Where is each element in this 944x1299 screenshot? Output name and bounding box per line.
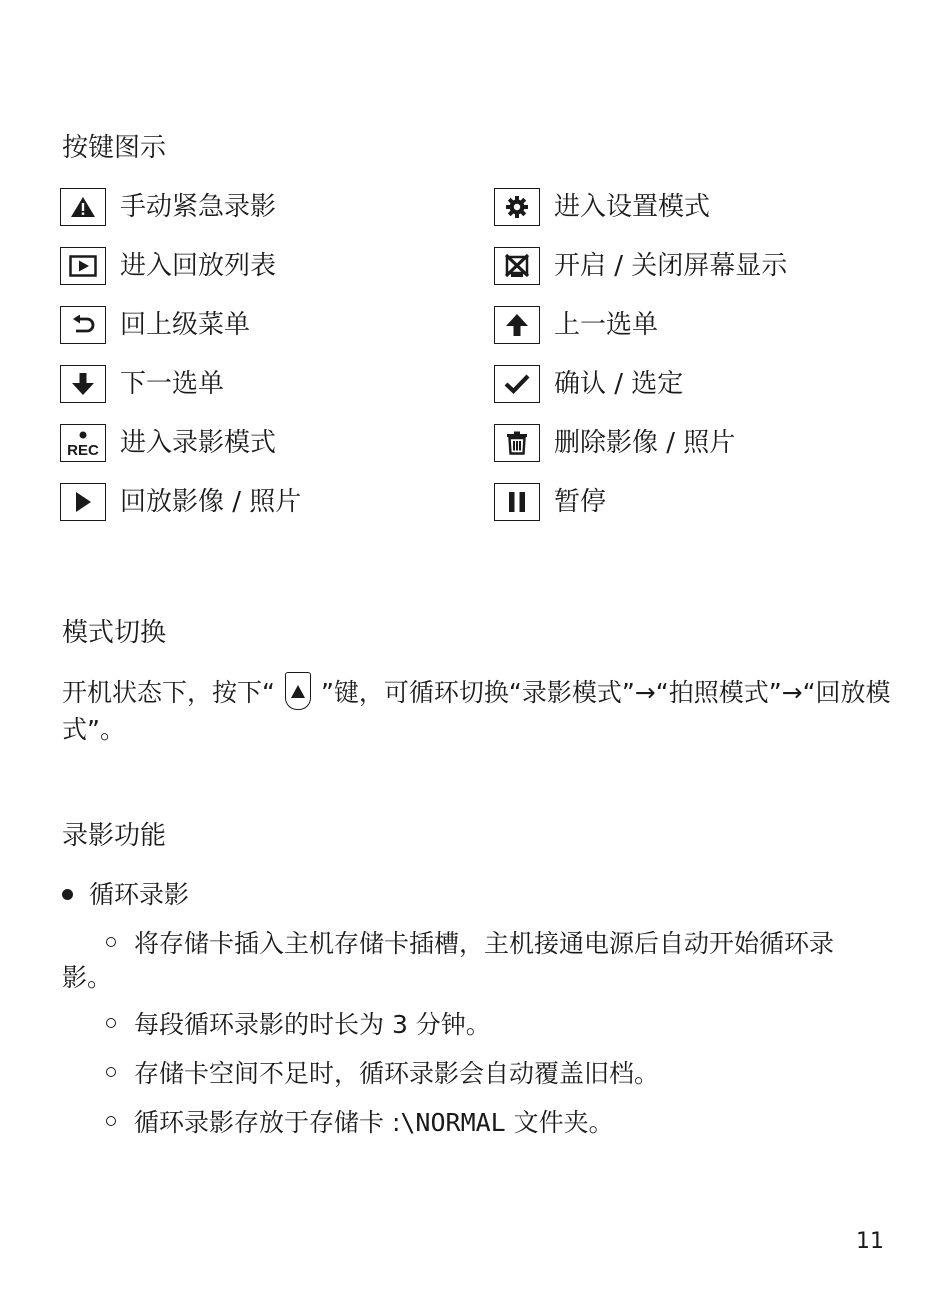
- key-row-screen: [494, 246, 787, 286]
- key-down: [60, 365, 106, 403]
- key-label: 进入录影模式: [120, 428, 277, 458]
- trash-icon: [506, 431, 528, 455]
- key-label: 回上级菜单: [120, 310, 251, 340]
- record-item-text: 每段循环录影的时长为 3 分钟。: [134, 1010, 491, 1039]
- checkmark-icon: [504, 373, 530, 395]
- key-label: 确认 / 选定: [554, 369, 684, 399]
- record-item-text: 将存储卡插入主机存储卡插槽，主机接通电源后自动开始循环录影。: [62, 929, 835, 992]
- key-row-confirm: [494, 364, 683, 404]
- mode-text-after: ”键，可循环切换“录影模式”→“拍照模式”→“回放模式”。: [62, 678, 891, 744]
- mode-paragraph: [62, 675, 892, 747]
- key-rec: [60, 424, 106, 462]
- mode-text-before: 开机状态下，按下“: [62, 678, 275, 707]
- section-title-mode: 模式切换: [62, 618, 167, 648]
- record-item-2: [106, 1008, 491, 1042]
- key-row-up: [494, 305, 658, 345]
- key-row-playback-list: [60, 246, 276, 286]
- key-delete: [494, 424, 540, 462]
- key-row-delete: [494, 423, 735, 463]
- record-item-text: 存储卡空间不足时，循环录影会自动覆盖旧档。: [134, 1059, 660, 1088]
- ring-bullet-icon: [106, 1116, 116, 1126]
- key-pause: [494, 483, 540, 521]
- arrow-down-icon: [72, 372, 94, 396]
- key-label: 删除影像 / 照片: [554, 428, 736, 458]
- mode-key: [285, 672, 311, 710]
- play-icon: [74, 491, 92, 513]
- gear-icon: [505, 195, 529, 219]
- section-title-record: 录影功能: [62, 821, 167, 851]
- key-label: 回放影像 / 照片: [120, 487, 302, 517]
- key-label: 暂停: [554, 487, 607, 517]
- folder-path: \NORMAL: [400, 1108, 506, 1137]
- key-label: 下一选单: [120, 369, 225, 399]
- arrow-up-icon: [506, 313, 528, 337]
- key-row-back: [60, 305, 250, 345]
- section-title-keys: 按键图示: [62, 133, 167, 163]
- key-up: [494, 306, 540, 344]
- screen-off-icon: [504, 254, 530, 278]
- bullet-label: 循环录影: [89, 880, 190, 909]
- key-row-emergency: [60, 187, 276, 227]
- key-label: 手动紧急录影: [120, 192, 277, 222]
- key-screen: [494, 247, 540, 285]
- mode-triangle-icon: [291, 685, 305, 698]
- pause-icon: [506, 490, 528, 514]
- key-label: 上一选单: [554, 310, 659, 340]
- rec-icon: [63, 428, 103, 458]
- key-back: [60, 306, 106, 344]
- key-label: 进入回放列表: [120, 251, 277, 281]
- ring-bullet-icon: [106, 1018, 116, 1028]
- record-item-suffix: 文件夹。: [505, 1108, 614, 1137]
- key-label: 开启 / 关闭屏幕显示: [554, 251, 788, 281]
- key-row-pause: [494, 482, 606, 522]
- key-settings: [494, 188, 540, 226]
- record-item-text: 循环录影存放于存储卡 :: [134, 1108, 401, 1137]
- record-item-3: [106, 1057, 659, 1091]
- key-row-rec: [60, 423, 276, 463]
- key-label: 进入设置模式: [554, 192, 711, 222]
- return-arrow-icon: [70, 315, 96, 335]
- key-emergency: [60, 188, 106, 226]
- playback-list-icon: [69, 255, 97, 277]
- key-row-play: [60, 482, 301, 522]
- ring-bullet-icon: [106, 937, 116, 947]
- key-row-settings: [494, 187, 710, 227]
- ring-bullet-icon: [106, 1067, 116, 1077]
- rec-icon-text: REC: [67, 442, 99, 458]
- record-item-4: [106, 1106, 614, 1140]
- page-number: 11: [856, 1229, 884, 1254]
- key-confirm: [494, 365, 540, 403]
- bullet-dot-icon: [62, 889, 73, 900]
- record-item-1: [62, 927, 882, 995]
- key-playback-list: [60, 247, 106, 285]
- warning-triangle-icon: [70, 196, 96, 218]
- key-play: [60, 483, 106, 521]
- key-row-down: [60, 364, 224, 404]
- bullet-loop-record: [62, 878, 189, 912]
